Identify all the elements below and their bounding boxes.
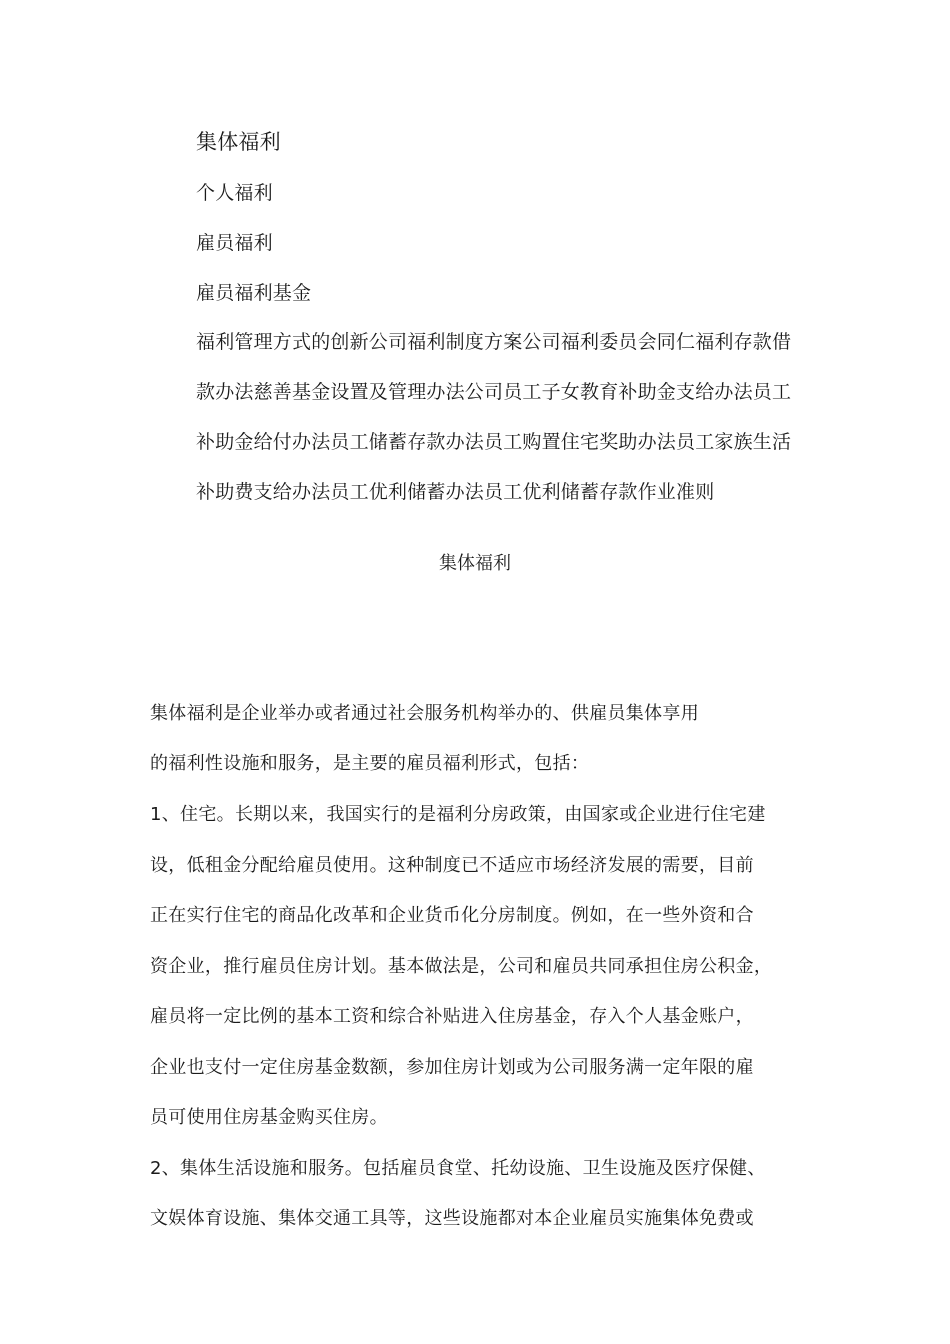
body-line: 集体福利是企业举办或者通过社会服务机构举办的、供雇员集体享用	[150, 703, 699, 724]
toc-line: 集体福利	[196, 130, 281, 154]
body-line: 设，低租金分配给雇员使用。这种制度已不适应市场经济发展的需要，目前	[150, 855, 754, 876]
section-title: 集体福利	[439, 553, 511, 574]
toc-line: 补助费支给办法员工优利储蓄办法员工优利储蓄存款作业准则	[196, 481, 715, 503]
toc-line: 雇员福利	[196, 232, 273, 254]
toc-line: 补助金给付办法员工储蓄存款办法员工购置住宅奖助办法员工家族生活	[196, 431, 792, 453]
toc-line: 福利管理方式的创新公司福利制度方案公司福利委员会同仁福利存款借	[196, 331, 792, 353]
body-line: 文娱体育设施、集体交通工具等，这些设施都对本企业雇员实施集体免费或	[150, 1208, 754, 1229]
toc-line: 雇员福利基金	[196, 282, 312, 304]
body-line: 员可使用住房基金购买住房。	[150, 1107, 388, 1128]
body-line: 企业也支付一定住房基金数额，参加住房计划或为公司服务满一定年限的雇	[150, 1057, 754, 1078]
body-line: 正在实行住宅的商品化改革和企业货币化分房制度。例如，在一些外资和合	[150, 905, 754, 926]
body-line: 的福利性设施和服务，是主要的雇员福利形式，包括：	[150, 753, 590, 774]
toc-line: 款办法慈善基金设置及管理办法公司员工子女教育补助金支给办法员工	[196, 381, 792, 403]
body-line: 1、住宅。长期以来，我国实行的是福利分房政策，由国家或企业进行住宅建	[150, 804, 766, 825]
body-line: 资企业，推行雇员住房计划。基本做法是，公司和雇员共同承担住房公积金，	[150, 956, 773, 977]
body-line: 2、集体生活设施和服务。包括雇员食堂、托幼设施、卫生设施及医疗保健、	[150, 1158, 766, 1179]
body-line: 雇员将一定比例的基本工资和综合补贴进入住房基金，存入个人基金账户，	[150, 1006, 754, 1027]
toc-line: 个人福利	[196, 182, 273, 204]
